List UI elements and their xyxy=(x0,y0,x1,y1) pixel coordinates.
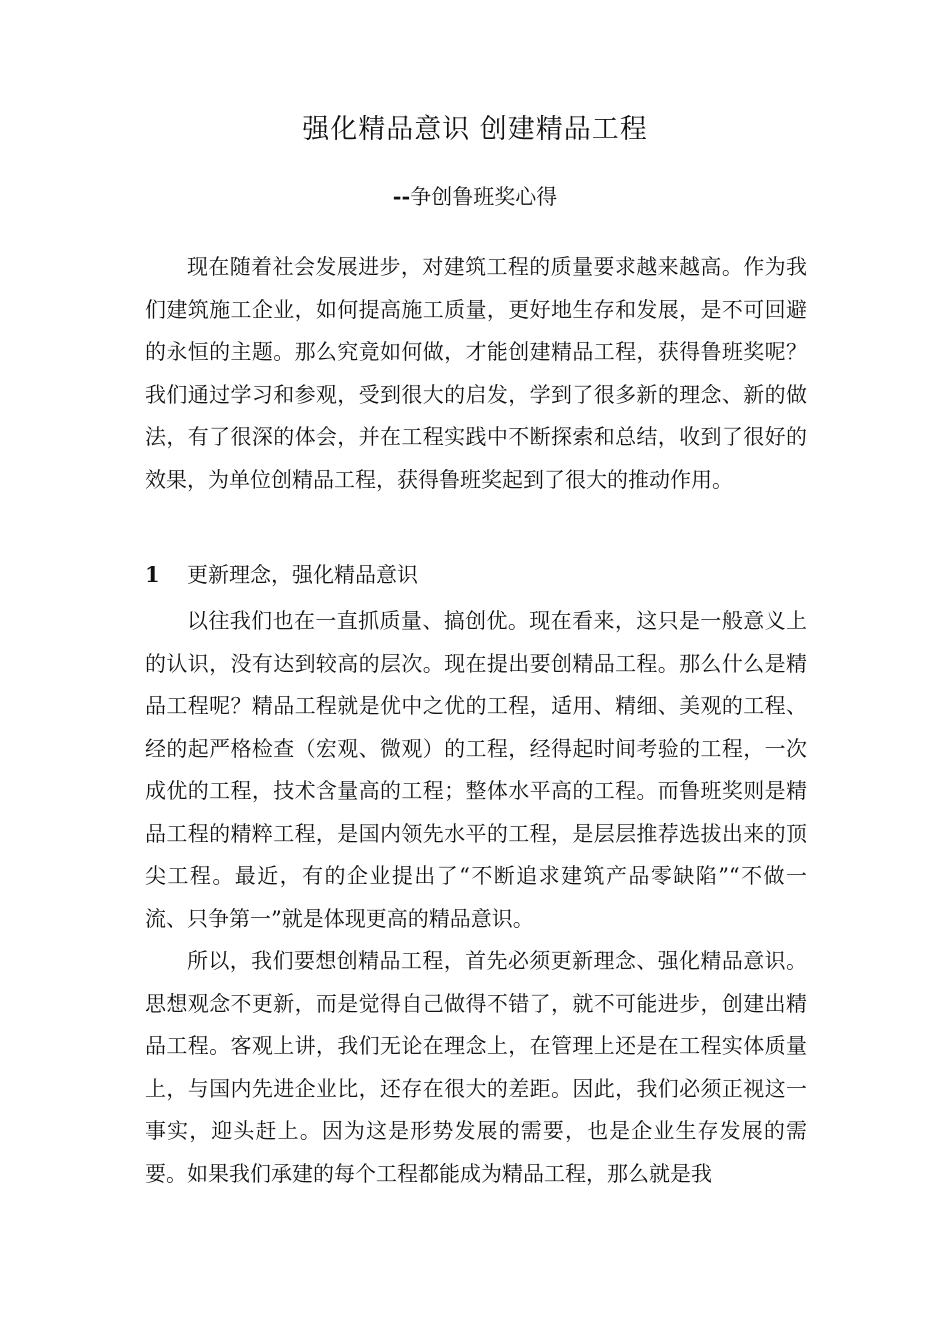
subtitle-text: 争创鲁班奖心得 xyxy=(410,185,558,209)
document-subtitle xyxy=(0,182,950,212)
section-body xyxy=(145,600,807,1195)
intro-block xyxy=(145,246,807,501)
section-paragraph-1: 以往我们也在一直抓质量、搞创优。现在看来，这只是一般意义上的认识，没有达到较高的层次。现在提出要创精品工程。那么什么是精品工程呢？精品工程就是优中之优的工程，适用、精细、美观的工程、经的起严格检查（宏观、微观）的工程，经得起时间考验的工程，一次成优的工程，技术含量高的工程；整体水平高的工程。而鲁班奖则是精品工程的精粹工程，是国内领先水平的工程，是层层推荐选拔出来的顶尖工程。最近，有的企业提出了“不断追求建筑产品零缺陷”“不做一流、只争第一”就是体现更高的精品意识。 xyxy=(145,609,807,931)
section-paragraph-2: 所以，我们要想创精品工程，首先必须更新理念、强化精品意识。思想观念不更新，而是觉得自己做得不错了，就不可能进步，创建出精品工程。客观上讲，我们无论在理念上，在管理上还是在工程实体质量上，与国内先进企业比，还存在很大的差距。因此，我们必须正视这一事实，迎头赶上。因为这是形势发展的需要，也是企业生存发展的需要。如果我们承建的每个工程都能成为精品工程，那么就是我 xyxy=(145,949,807,1186)
document-title: 强化精品意识 创建精品工程 xyxy=(302,114,648,145)
intro-paragraph: 现在随着社会发展进步，对建筑工程的质量要求越来越高。作为我们建筑施工企业，如何提高施工质量，更好地生存和发展，是不可回避的永恒的主题。那么究竟如何做，才能创建精品工程，获得鲁班奖呢？我们通过学习和参观，受到很大的启发，学到了很多新的理念、新的做法，有了很深的体会，并在工程实践中不断探索和总结，收到了很好的效果，为单位创精品工程，获得鲁班奖起到了很大的推动作用。 xyxy=(145,255,807,492)
subtitle-dash: -- xyxy=(392,184,411,209)
section-heading-text: 更新理念，强化精品意识 xyxy=(187,563,418,587)
section-number: 1 xyxy=(145,562,160,587)
section-heading xyxy=(145,554,418,596)
